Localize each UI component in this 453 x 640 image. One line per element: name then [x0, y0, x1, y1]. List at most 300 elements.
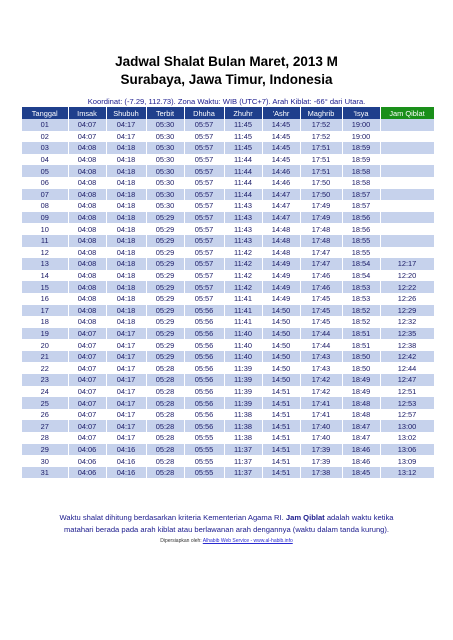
table-cell: 05:56	[184, 305, 224, 317]
table-cell: 14:45	[262, 119, 300, 131]
column-header-8: 'Isya	[342, 107, 380, 119]
table-cell: 05:57	[184, 293, 224, 305]
table-cell: 12:20	[380, 270, 434, 282]
table-cell: 18:47	[342, 432, 380, 444]
table-cell: 18:50	[342, 362, 380, 374]
table-cell: 13:09	[380, 455, 434, 467]
table-cell: 05:29	[146, 281, 184, 293]
table-cell	[380, 142, 434, 154]
table-cell: 11:45	[224, 119, 262, 131]
table-cell: 17:49	[300, 200, 342, 212]
table-row	[22, 374, 434, 386]
table-cell: 04:16	[106, 467, 146, 479]
table-cell: 26	[22, 409, 68, 421]
table-cell: 04:17	[106, 374, 146, 386]
table-cell: 17:46	[300, 281, 342, 293]
table-cell: 04:18	[106, 235, 146, 247]
table-row	[22, 119, 434, 131]
table-cell: 04:18	[106, 247, 146, 259]
table-cell: 17:50	[300, 189, 342, 201]
table-cell: 18:53	[342, 281, 380, 293]
table-cell: 22	[22, 362, 68, 374]
table-cell: 14:49	[262, 281, 300, 293]
table-cell	[380, 119, 434, 131]
table-cell: 11:43	[224, 223, 262, 235]
table-cell: 17:49	[300, 212, 342, 224]
table-row	[22, 316, 434, 328]
table-cell	[380, 223, 434, 235]
table-cell: 05:57	[184, 235, 224, 247]
table-cell: 20	[22, 339, 68, 351]
table-cell: 18:53	[342, 293, 380, 305]
table-cell: 18:48	[342, 409, 380, 421]
table-cell: 05:28	[146, 409, 184, 421]
table-cell: 05:30	[146, 165, 184, 177]
table-cell: 01	[22, 119, 68, 131]
table-row	[22, 351, 434, 363]
table-cell: 17:52	[300, 131, 342, 143]
table-cell: 14:48	[262, 223, 300, 235]
table-row	[22, 177, 434, 189]
table-cell: 17:40	[300, 432, 342, 444]
table-row	[22, 247, 434, 259]
table-cell: 02	[22, 131, 68, 143]
table-cell: 18:56	[342, 212, 380, 224]
table-cell: 05:56	[184, 351, 224, 363]
table-cell: 11:40	[224, 328, 262, 340]
table-cell: 18:59	[342, 142, 380, 154]
table-row	[22, 270, 434, 282]
table-cell: 12:26	[380, 293, 434, 305]
table-cell: 04:18	[106, 212, 146, 224]
table-cell: 17:47	[300, 258, 342, 270]
table-cell: 12:38	[380, 339, 434, 351]
table-cell: 14:49	[262, 270, 300, 282]
table-cell: 11:37	[224, 455, 262, 467]
table-cell: 12:47	[380, 374, 434, 386]
table-cell: 17:42	[300, 386, 342, 398]
table-cell: 04:17	[106, 362, 146, 374]
table-cell: 09	[22, 212, 68, 224]
table-cell: 04:18	[106, 258, 146, 270]
table-cell: 24	[22, 386, 68, 398]
table-cell: 18:51	[342, 339, 380, 351]
table-cell: 14:50	[262, 374, 300, 386]
table-cell: 11:42	[224, 270, 262, 282]
table-cell: 12:35	[380, 328, 434, 340]
table-row	[22, 328, 434, 340]
table-cell: 12:22	[380, 281, 434, 293]
table-cell: 16	[22, 293, 68, 305]
table-cell: 05:57	[184, 281, 224, 293]
table-cell: 04:17	[106, 119, 146, 131]
table-cell: 05:57	[184, 131, 224, 143]
table-row	[22, 420, 434, 432]
table-cell: 17	[22, 305, 68, 317]
table-cell: 05:28	[146, 420, 184, 432]
table-cell: 14:50	[262, 305, 300, 317]
table-cell: 05:28	[146, 455, 184, 467]
table-cell: 27	[22, 420, 68, 432]
table-cell: 11:37	[224, 444, 262, 456]
table-cell: 05:55	[184, 432, 224, 444]
table-cell: 04:08	[68, 165, 106, 177]
table-cell	[380, 131, 434, 143]
table-cell: 04:07	[68, 351, 106, 363]
table-cell: 11:44	[224, 189, 262, 201]
table-cell: 25	[22, 397, 68, 409]
table-cell: 05:57	[184, 270, 224, 282]
table-cell: 14:49	[262, 258, 300, 270]
table-cell: 05:57	[184, 247, 224, 259]
table-cell: 05:55	[184, 467, 224, 479]
column-header-6: 'Ashr	[262, 107, 300, 119]
table-header-row	[22, 107, 434, 119]
column-header-2: Shubuh	[106, 107, 146, 119]
table-row	[22, 142, 434, 154]
table-cell: 17:40	[300, 420, 342, 432]
table-cell: 14:51	[262, 420, 300, 432]
table-row	[22, 339, 434, 351]
table-cell: 18:57	[342, 200, 380, 212]
table-cell: 17:38	[300, 467, 342, 479]
table-body	[22, 119, 434, 478]
table-cell: 12:57	[380, 409, 434, 421]
column-header-0: Tanggal	[22, 107, 68, 119]
table-cell: 13:00	[380, 420, 434, 432]
table-cell: 04:08	[68, 270, 106, 282]
table-cell: 18:58	[342, 165, 380, 177]
table-cell: 04:18	[106, 177, 146, 189]
table-cell: 05:56	[184, 397, 224, 409]
table-cell: 17:42	[300, 374, 342, 386]
table-cell: 11:38	[224, 420, 262, 432]
page-title: Jadwal Shalat Bulan Maret, 2013 M	[115, 54, 338, 69]
table-cell: 14:48	[262, 247, 300, 259]
table-cell: 18:55	[342, 235, 380, 247]
table-cell: 17:43	[300, 351, 342, 363]
table-cell: 17:39	[300, 455, 342, 467]
table-cell: 31	[22, 467, 68, 479]
table-cell: 14:47	[262, 200, 300, 212]
table-cell: 04:07	[68, 328, 106, 340]
table-cell: 17:45	[300, 293, 342, 305]
table-cell: 11:41	[224, 305, 262, 317]
table-cell: 04:18	[106, 200, 146, 212]
table-cell: 05:30	[146, 177, 184, 189]
table-cell: 30	[22, 455, 68, 467]
table-cell: 12	[22, 247, 68, 259]
table-cell: 06	[22, 177, 68, 189]
table-cell: 05:56	[184, 339, 224, 351]
table-cell: 18:49	[342, 374, 380, 386]
table-cell: 04:18	[106, 142, 146, 154]
table-cell: 11:42	[224, 247, 262, 259]
table-cell: 13	[22, 258, 68, 270]
table-cell: 17:41	[300, 397, 342, 409]
table-cell: 12:51	[380, 386, 434, 398]
table-cell: 19:00	[342, 119, 380, 131]
table-cell: 04:18	[106, 305, 146, 317]
table-cell: 05:28	[146, 386, 184, 398]
table-cell: 05:28	[146, 362, 184, 374]
table-cell: 04:16	[106, 444, 146, 456]
table-cell: 11:43	[224, 212, 262, 224]
table-cell: 04:16	[106, 455, 146, 467]
table-cell: 04:08	[68, 142, 106, 154]
table-cell: 14:51	[262, 386, 300, 398]
table-cell: 11:38	[224, 409, 262, 421]
table-cell: 05:57	[184, 142, 224, 154]
table-cell: 17:48	[300, 223, 342, 235]
table-cell: 18:52	[342, 316, 380, 328]
table-cell: 04:18	[106, 316, 146, 328]
table-cell: 04:18	[106, 223, 146, 235]
table-cell: 04:07	[68, 386, 106, 398]
table-cell: 05:57	[184, 223, 224, 235]
footer-note-line2: matahari berada pada arah kiblat atau berlawanan arah dengannya (waktu dalam tanda kurung).	[63, 525, 390, 534]
table-row	[22, 467, 434, 479]
table-cell: 12:17	[380, 258, 434, 270]
table-cell: 05:57	[184, 189, 224, 201]
footer-note-line1	[0, 513, 453, 522]
table-cell: 04:18	[106, 154, 146, 166]
column-header-5: Zhuhr	[224, 107, 262, 119]
table-row	[22, 212, 434, 224]
table-cell: 14:51	[262, 432, 300, 444]
table-cell: 14:48	[262, 235, 300, 247]
column-header-3: Terbit	[146, 107, 184, 119]
table-cell: 05:29	[146, 247, 184, 259]
table-cell: 29	[22, 444, 68, 456]
table-cell: 05:57	[184, 200, 224, 212]
table-cell: 11:44	[224, 154, 262, 166]
table-cell: 11:39	[224, 386, 262, 398]
footer-text: Waktu shalat dihitung berdasarkan kriteria Kementerian Agama RI.	[59, 513, 286, 522]
table-cell: 18:46	[342, 455, 380, 467]
table-cell: 18:50	[342, 351, 380, 363]
table-cell: 17:43	[300, 362, 342, 374]
table-cell: 04:08	[68, 247, 106, 259]
prepared-by-label: Dipersiapkan oleh:	[160, 538, 203, 544]
table-cell: 23	[22, 374, 68, 386]
table-cell: 14:51	[262, 467, 300, 479]
table-cell: 14:50	[262, 316, 300, 328]
table-cell: 17:48	[300, 235, 342, 247]
table-cell: 11	[22, 235, 68, 247]
table-cell: 04:17	[106, 397, 146, 409]
table-cell: 14:51	[262, 409, 300, 421]
table-cell: 04:18	[106, 270, 146, 282]
table-cell: 14:50	[262, 362, 300, 374]
table-cell: 18:54	[342, 270, 380, 282]
table-cell: 18:51	[342, 328, 380, 340]
table-cell: 05:56	[184, 362, 224, 374]
table-cell: 04:08	[68, 293, 106, 305]
table-cell: 05:56	[184, 386, 224, 398]
table-row	[22, 455, 434, 467]
table-cell: 11:44	[224, 165, 262, 177]
table-cell: 17:41	[300, 409, 342, 421]
table-cell: 05:30	[146, 119, 184, 131]
table-cell: 19:00	[342, 131, 380, 143]
table-cell: 04:06	[68, 455, 106, 467]
table-cell: 05:29	[146, 258, 184, 270]
table-cell: 04:08	[68, 316, 106, 328]
table-cell	[380, 235, 434, 247]
table-cell: 11:39	[224, 374, 262, 386]
table-cell: 17:39	[300, 444, 342, 456]
table-cell: 18:48	[342, 397, 380, 409]
table-cell: 12:42	[380, 351, 434, 363]
table-row	[22, 154, 434, 166]
table-cell: 18:54	[342, 258, 380, 270]
table-cell: 05:29	[146, 293, 184, 305]
table-row	[22, 131, 434, 143]
table-cell: 14:47	[262, 212, 300, 224]
table-cell: 14:47	[262, 189, 300, 201]
table-cell: 14:51	[262, 455, 300, 467]
table-cell: 14:46	[262, 165, 300, 177]
table-cell: 11:43	[224, 235, 262, 247]
table-cell: 18:46	[342, 444, 380, 456]
table-cell: 04:17	[106, 386, 146, 398]
table-cell: 14:45	[262, 131, 300, 143]
page-subtitle-location: Surabaya, Jawa Timur, Indonesia	[120, 72, 333, 87]
table-cell: 14:45	[262, 154, 300, 166]
table-row	[22, 305, 434, 317]
table-row	[22, 189, 434, 201]
table-cell: 05:29	[146, 351, 184, 363]
table-cell: 18:59	[342, 154, 380, 166]
table-cell: 04	[22, 154, 68, 166]
table-cell: 14:46	[262, 177, 300, 189]
footer-text-end: adalah waktu ketika	[324, 513, 394, 522]
table-cell: 21	[22, 351, 68, 363]
table-cell: 14:51	[262, 444, 300, 456]
table-cell: 05:30	[146, 154, 184, 166]
table-cell: 04:17	[106, 131, 146, 143]
column-header-7: Maghrib	[300, 107, 342, 119]
table-cell: 11:45	[224, 131, 262, 143]
table-cell: 11:38	[224, 432, 262, 444]
prepared-by-link[interactable]: Alhabib Web Service - www.al-habib.info	[202, 538, 293, 544]
table-cell: 04:06	[68, 444, 106, 456]
table-cell: 17:47	[300, 247, 342, 259]
table-cell: 05:56	[184, 420, 224, 432]
table-cell: 04:18	[106, 189, 146, 201]
table-cell: 05:28	[146, 467, 184, 479]
table-cell: 05:29	[146, 316, 184, 328]
table-cell: 05:29	[146, 212, 184, 224]
table-cell: 18	[22, 316, 68, 328]
table-cell: 11:45	[224, 142, 262, 154]
table-cell: 17:51	[300, 154, 342, 166]
table-cell: 04:17	[106, 339, 146, 351]
table-cell: 05:56	[184, 316, 224, 328]
table-row	[22, 235, 434, 247]
table-row	[22, 223, 434, 235]
table-cell: 04:08	[68, 177, 106, 189]
table-cell: 11:41	[224, 316, 262, 328]
table-cell: 05:29	[146, 339, 184, 351]
table-cell: 05:30	[146, 189, 184, 201]
table-cell: 12:29	[380, 305, 434, 317]
table-cell: 11:44	[224, 177, 262, 189]
table-cell: 18:52	[342, 305, 380, 317]
table-cell: 04:08	[68, 189, 106, 201]
table-cell: 04:18	[106, 165, 146, 177]
table-cell: 04:17	[106, 409, 146, 421]
table-cell: 14:49	[262, 293, 300, 305]
table-cell: 18:58	[342, 177, 380, 189]
table-cell: 11:42	[224, 258, 262, 270]
table-cell: 14:51	[262, 397, 300, 409]
table-cell: 18:55	[342, 247, 380, 259]
table-cell: 28	[22, 432, 68, 444]
table-cell: 04:08	[68, 200, 106, 212]
table-cell: 05:57	[184, 154, 224, 166]
table-cell: 04:08	[68, 258, 106, 270]
table-cell: 04:17	[106, 420, 146, 432]
table-cell: 03	[22, 142, 68, 154]
table-row	[22, 281, 434, 293]
table-row	[22, 165, 434, 177]
table-row	[22, 258, 434, 270]
table-cell: 05:57	[184, 258, 224, 270]
coordinates-info: Koordinat: (-7.29, 112.73). Zona Waktu: WIB (UTC+7). Arah Kiblat: -66° dari Utara.	[87, 97, 366, 106]
table-cell: 05:29	[146, 223, 184, 235]
table-row	[22, 397, 434, 409]
table-cell: 05:29	[146, 305, 184, 317]
table-cell: 17:45	[300, 305, 342, 317]
table-cell: 17:50	[300, 177, 342, 189]
table-cell: 04:17	[106, 328, 146, 340]
table-cell: 04:08	[68, 154, 106, 166]
table-cell: 05:56	[184, 409, 224, 421]
table-cell: 12:32	[380, 316, 434, 328]
table-row	[22, 432, 434, 444]
table-cell: 04:07	[68, 420, 106, 432]
table-cell: 11:40	[224, 339, 262, 351]
table-cell: 15	[22, 281, 68, 293]
table-cell: 10	[22, 223, 68, 235]
table-cell: 11:39	[224, 362, 262, 374]
table-cell: 05:55	[184, 444, 224, 456]
table-cell: 04:18	[106, 293, 146, 305]
table-row	[22, 444, 434, 456]
table-cell: 05:30	[146, 131, 184, 143]
table-cell: 17:51	[300, 142, 342, 154]
table-cell: 04:07	[68, 362, 106, 374]
table-cell: 17:44	[300, 328, 342, 340]
table-cell: 05:57	[184, 119, 224, 131]
table-cell: 04:08	[68, 235, 106, 247]
table-cell: 18:45	[342, 467, 380, 479]
table-cell: 04:17	[106, 351, 146, 363]
table-cell: 07	[22, 189, 68, 201]
table-cell: 04:08	[68, 305, 106, 317]
table-cell: 04:07	[68, 119, 106, 131]
table-cell: 11:41	[224, 293, 262, 305]
table-cell: 04:07	[68, 432, 106, 444]
table-cell: 05:57	[184, 177, 224, 189]
table-cell: 05:28	[146, 444, 184, 456]
table-cell: 04:08	[68, 223, 106, 235]
table-row	[22, 200, 434, 212]
table-cell	[380, 165, 434, 177]
footer-bold-term: Jam Qiblat	[285, 513, 325, 522]
